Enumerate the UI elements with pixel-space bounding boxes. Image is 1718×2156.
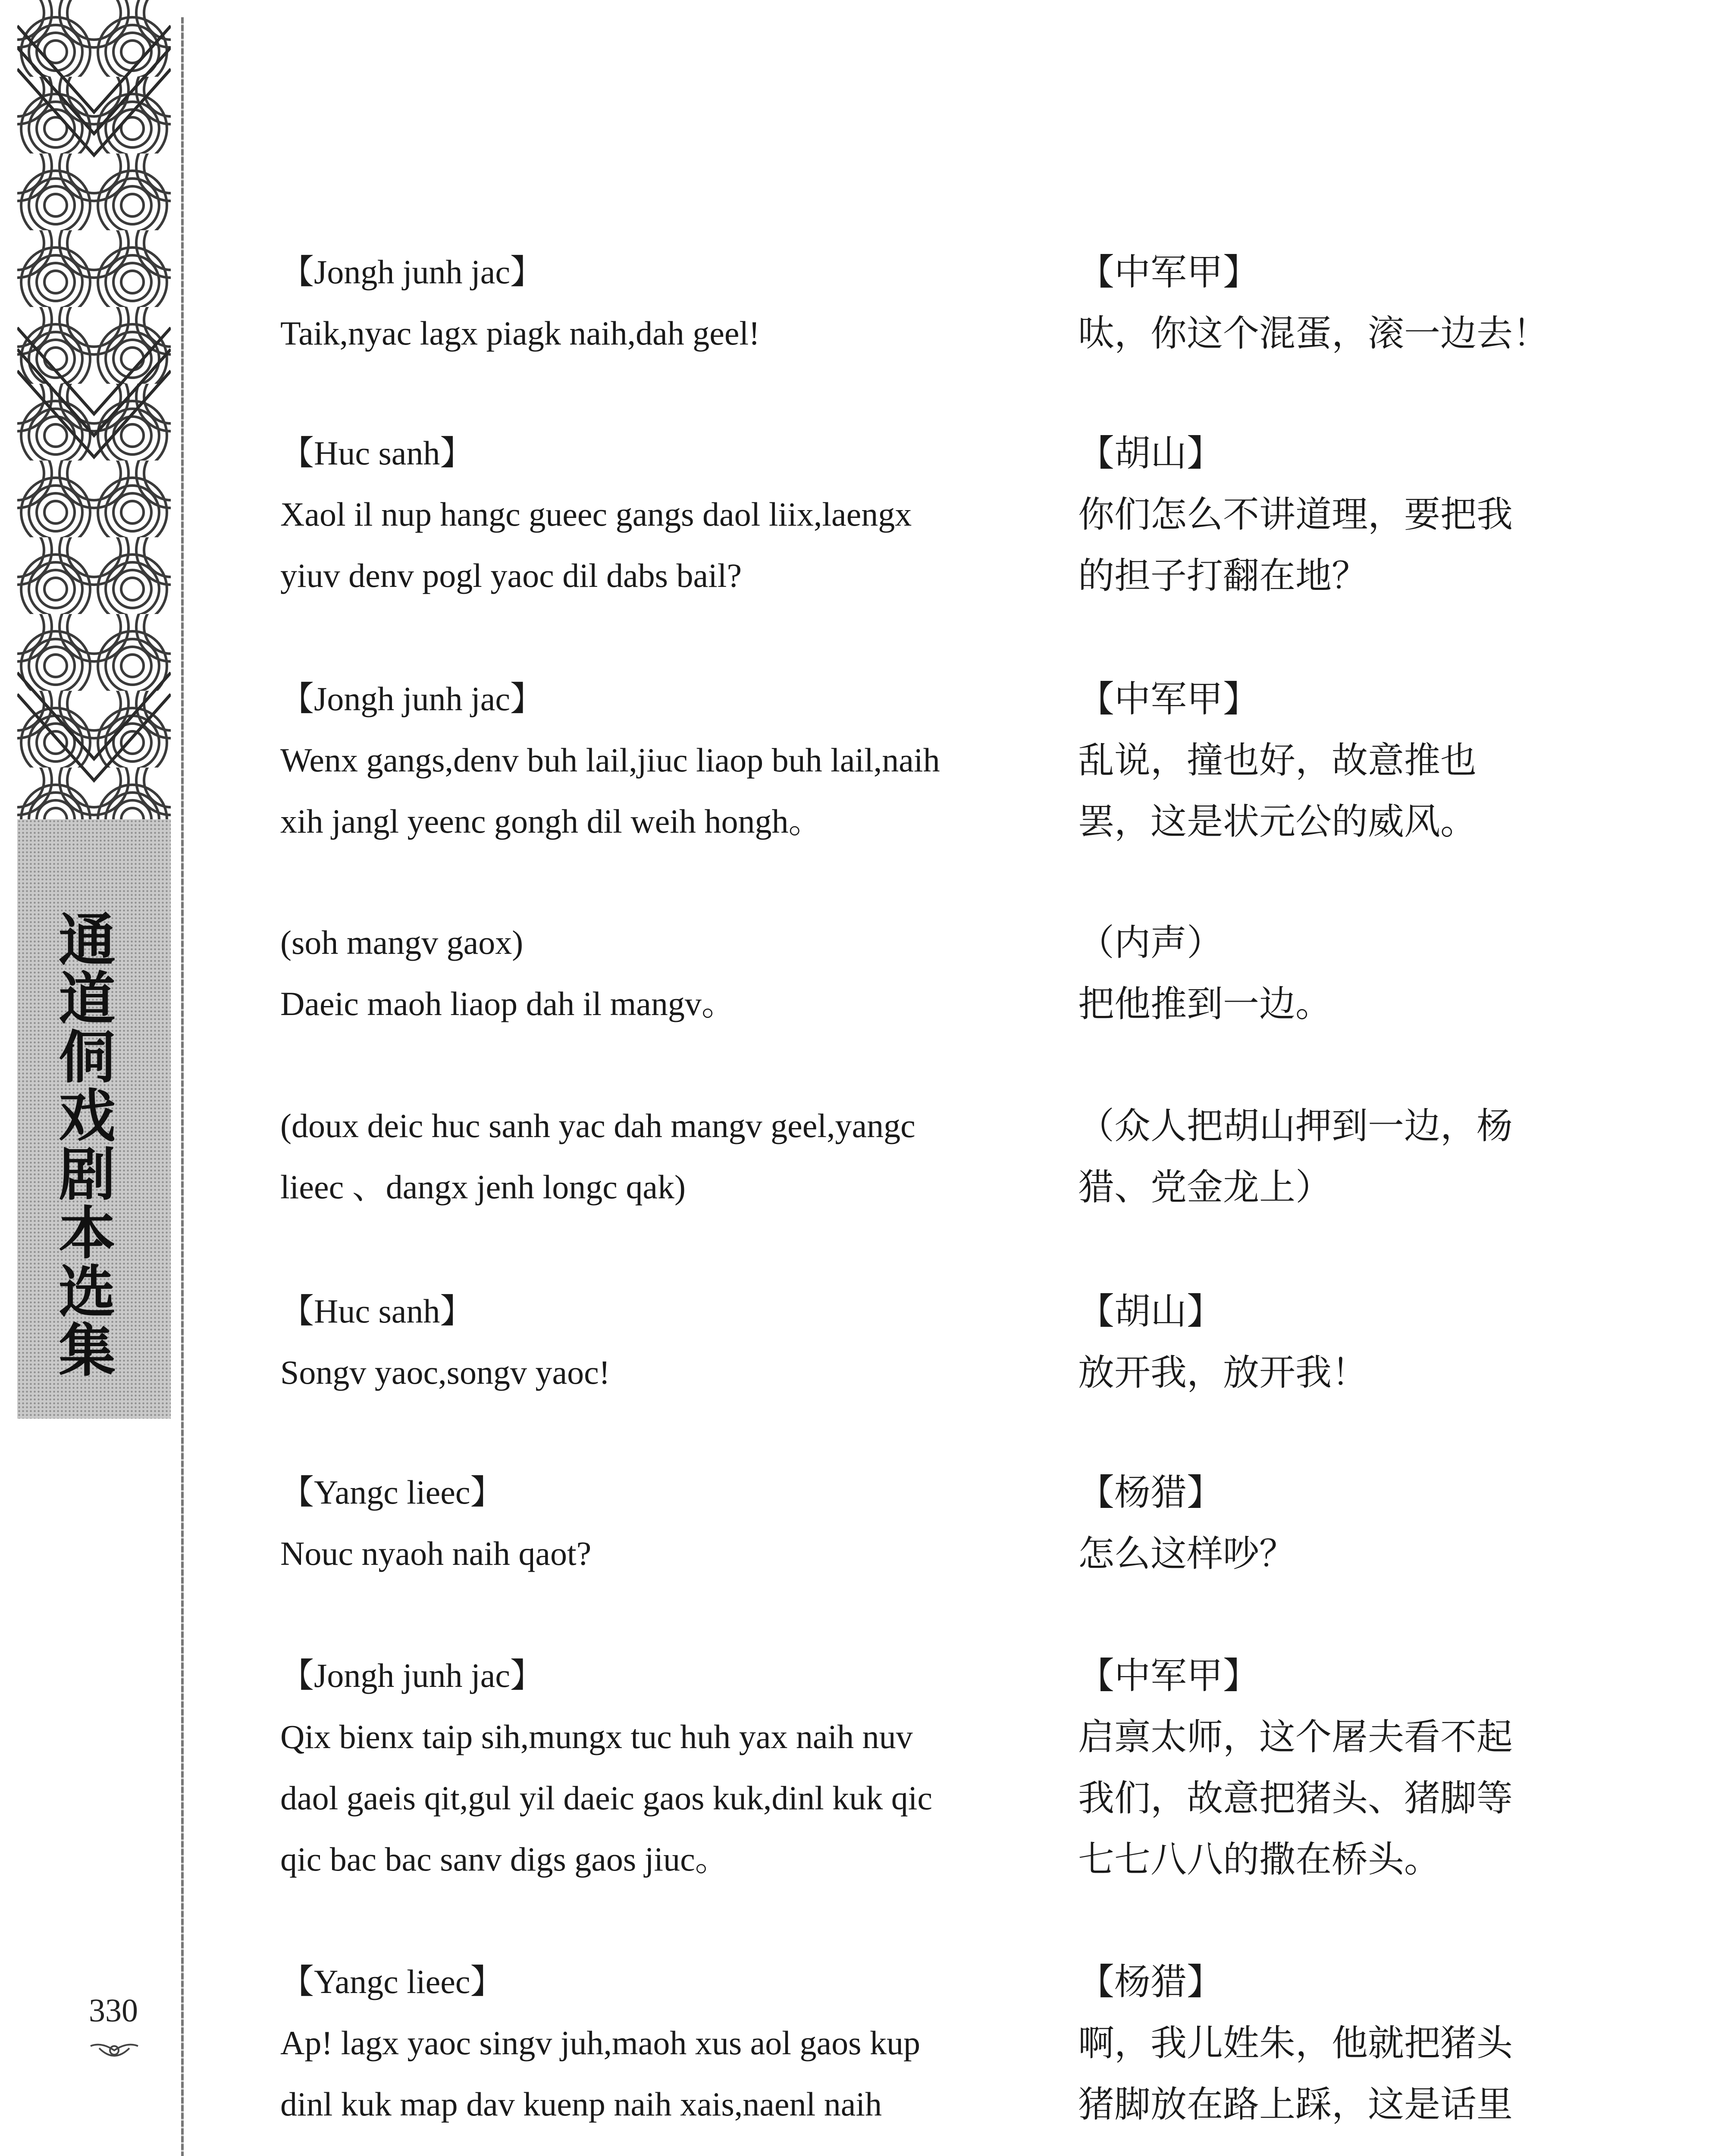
book-title: 通道侗戏剧本选集 xyxy=(49,910,116,1379)
dong-text xyxy=(280,1281,1031,1403)
stage-direction: (soh mangv gaox) xyxy=(280,924,524,961)
dong-line: Nouc nyaoh naih qaot? xyxy=(280,1535,592,1572)
speaker-label: 【杨猎】 xyxy=(1078,1961,1223,2003)
chinese-text xyxy=(1078,241,1549,364)
speaker-label: 【Huc sanh】 xyxy=(280,1292,474,1330)
dong-line: Songv yaoc,songv yaoc! xyxy=(280,1354,610,1391)
chinese-text xyxy=(1078,1951,1544,2135)
chinese-line: 七七八八的撒在桥头。 xyxy=(1078,1838,1441,1880)
dong-line: Xaol il nup hangc gueec gangs daol liix,laengx xyxy=(280,495,912,533)
stage-direction: (doux deic huc sanh yac dah mangv geel,yangc xyxy=(280,1107,915,1144)
chinese-line: 放开我，放开我！ xyxy=(1078,1351,1368,1394)
chinese-text xyxy=(1078,668,1544,852)
chinese-line: 啊，我儿姓朱，他就把猪头 xyxy=(1078,2022,1513,2064)
dong-line: Taik,nyac lagx piagk naih,dah geel! xyxy=(280,314,760,352)
dong-text xyxy=(280,241,1031,364)
chinese-text xyxy=(1078,1095,1544,1218)
dong-line: Qix bienx taip sih,mungx tuc huh yax naih nuv xyxy=(280,1718,913,1755)
dong-text xyxy=(280,668,1031,852)
dong-line: daol gaeis qit,gul yil daeic gaos kuk,dinl kuk qic xyxy=(280,1779,933,1817)
speaker-label: 【Yangc lieec】 xyxy=(280,1473,504,1511)
dong-text xyxy=(280,423,1031,606)
dong-line: Daeic maoh liaop dah il mangv。 xyxy=(280,985,735,1022)
speaker-label: 【胡山】 xyxy=(1078,432,1223,474)
chinese-text xyxy=(1078,423,1544,606)
chinese-line: 怎么这样吵？ xyxy=(1078,1532,1296,1575)
speaker-label: 【Huc sanh】 xyxy=(280,434,474,472)
dong-text xyxy=(280,1095,1031,1218)
dong-text xyxy=(280,912,1031,1034)
dong-line: dinl kuk map dav kuenp naih xais,naenl naih xyxy=(280,2085,882,2123)
chinese-text xyxy=(1078,912,1544,1034)
dong-line: qic bac bac sanv digs gaos jiuc。 xyxy=(280,1840,729,1878)
chinese-text xyxy=(1078,1645,1544,1890)
chinese-line: 猪脚放在路上踩，这是话里 xyxy=(1078,2083,1513,2125)
chinese-line: 你们怎么不讲道理，要把我 xyxy=(1078,493,1513,536)
dong-line: Ap! lagx yaoc singv juh,maoh xus aol gaos kup xyxy=(280,2024,920,2062)
dong-text xyxy=(280,1462,1031,1584)
chinese-text xyxy=(1078,1462,1544,1584)
stage-direction: （众人把胡山押到一边，杨 xyxy=(1078,1105,1513,1147)
chinese-line: 把他推到一边。 xyxy=(1078,983,1332,1025)
speaker-label: 【胡山】 xyxy=(1078,1290,1223,1332)
dong-line: Wenx gangs,denv buh lail,jiuc liaop buh lail,naih xyxy=(280,741,940,779)
margin-rule xyxy=(181,17,184,2156)
chinese-text xyxy=(1078,1281,1544,1403)
speaker-label: 【Jongh junh jac】 xyxy=(280,1657,544,1694)
dong-line: xih jangl yeenc gongh dil weih hongh。 xyxy=(280,802,822,840)
margin-ornament xyxy=(17,0,171,819)
speaker-label: 【中军甲】 xyxy=(1078,678,1260,720)
stage-direction: 猎、党金龙上） xyxy=(1078,1166,1332,1208)
page-number: 330 xyxy=(89,1993,138,2029)
chinese-line: 启禀太师，这个屠夫看不起 xyxy=(1078,1716,1513,1758)
speaker-label: 【中军甲】 xyxy=(1078,1655,1260,1697)
speaker-label: 【Yangc lieec】 xyxy=(280,1963,504,2000)
speaker-label: 【中军甲】 xyxy=(1078,251,1260,293)
page-number-ornament-icon xyxy=(88,2037,140,2063)
chinese-line: 罢，这是状元公的威风。 xyxy=(1078,800,1477,843)
chinese-line: 呔，你这个混蛋，滚一边去！ xyxy=(1078,312,1549,354)
stage-direction: lieec 、dangx jenh longc qak) xyxy=(280,1168,686,1206)
speaker-label: 【杨猎】 xyxy=(1078,1471,1223,1514)
dong-line: yiuv denv pogl yaoc dil dabs bail? xyxy=(280,557,742,594)
stage-direction: （内声） xyxy=(1078,921,1223,964)
speaker-label: 【Jongh junh jac】 xyxy=(280,680,544,718)
speaker-label: 【Jongh junh jac】 xyxy=(280,253,544,291)
dong-text xyxy=(280,1951,1031,2135)
chinese-line: 乱说，撞也好，故意推也 xyxy=(1078,739,1477,781)
chinese-line: 的担子打翻在地？ xyxy=(1078,555,1368,597)
dong-text xyxy=(280,1645,1031,1890)
chinese-line: 我们，故意把猪头、猪脚等 xyxy=(1078,1777,1513,1819)
